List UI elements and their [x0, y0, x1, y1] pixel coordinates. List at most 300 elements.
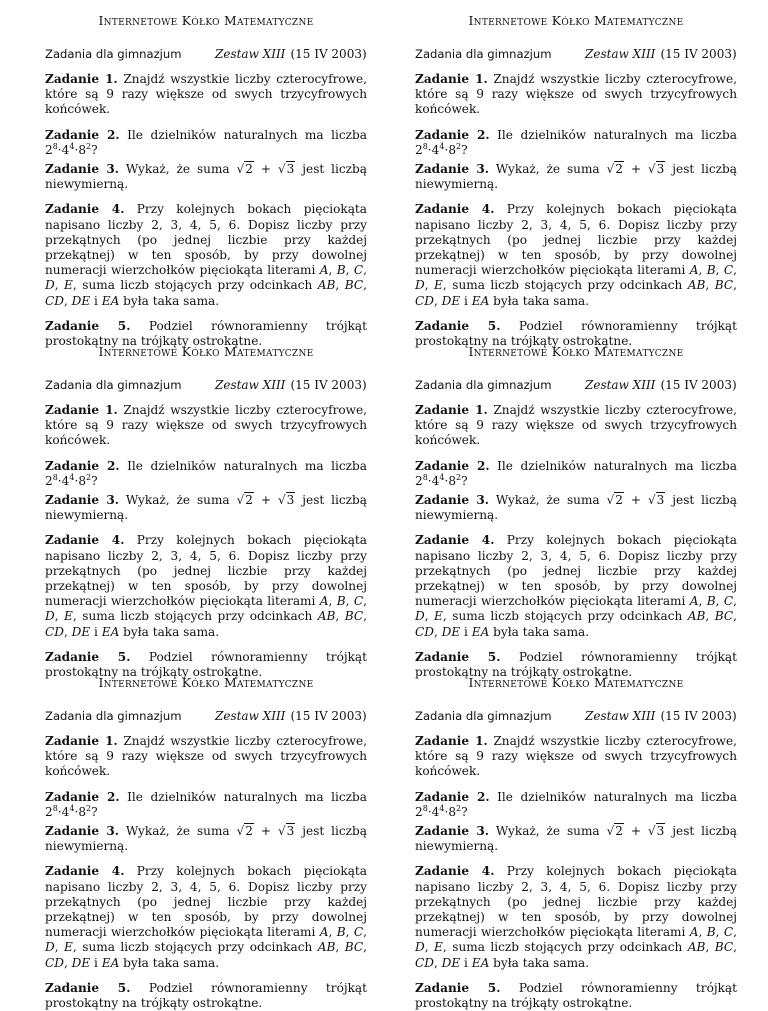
task-label: Zadanie 1.: [415, 734, 488, 748]
task-text: Ile dzielników naturalnych ma liczba: [489, 127, 737, 142]
task-text: Wykaż, że suma: [118, 493, 237, 508]
task-text: , suma liczb stojących przy odcinkach: [442, 278, 688, 293]
task-3: [45, 162, 367, 192]
dot: ·: [74, 142, 79, 157]
exponent: 4: [439, 472, 445, 482]
math-var: B: [336, 263, 346, 278]
level-label: Zadania dla gimnazjum: [415, 47, 552, 61]
task-text: ?: [91, 142, 98, 157]
sqrt-2: [237, 162, 254, 177]
sqrt-3: [648, 493, 665, 508]
base: 2: [45, 804, 53, 819]
plus-sign: +: [253, 162, 278, 177]
task-label: Zadanie 5.: [45, 980, 131, 995]
math-var: AB: [687, 609, 706, 624]
exponent: 4: [69, 472, 75, 482]
task-text: była taka sama.: [489, 624, 590, 639]
date-label: (15 IV 2003): [660, 709, 737, 723]
set-label: Zestaw XIII: [585, 378, 656, 392]
punct: ,: [345, 263, 354, 278]
math-var: C: [353, 925, 364, 940]
conjunction: i: [460, 293, 472, 308]
task-label: Zadanie 4.: [45, 533, 125, 548]
task-4: [45, 202, 367, 308]
task-2: [45, 459, 367, 489]
math-var: EA: [471, 624, 490, 639]
punct: ,: [733, 925, 737, 940]
math-var: D: [45, 278, 55, 293]
task-label: Zadanie 1.: [45, 72, 118, 86]
math-var: DE: [71, 955, 91, 970]
task-text: Podziel równoramienny trójkąt prostokątny na trójkąty ostrokątne.: [45, 980, 368, 1011]
math-var: CD: [45, 624, 64, 639]
exponent: 8: [52, 803, 58, 813]
task-text: Ile dzielników naturalnych ma liczba: [489, 789, 737, 804]
math-var: C: [723, 594, 734, 609]
math-var: B: [336, 925, 346, 940]
math-var: C: [353, 263, 364, 278]
task-text: była taka sama.: [119, 955, 220, 970]
punct: ,: [705, 940, 715, 955]
math-var: EA: [101, 955, 120, 970]
math-var: A: [319, 925, 329, 940]
task-label: Zadanie 1.: [415, 403, 488, 417]
punct: ,: [63, 293, 72, 308]
math-var: E: [434, 940, 443, 955]
task-text: jest liczbą niewymierną.: [415, 824, 738, 854]
radicand: 2: [245, 162, 253, 177]
task-label: Zadanie 3.: [415, 824, 489, 839]
math-var: C: [353, 594, 364, 609]
base: 2: [415, 804, 423, 819]
punct: ,: [63, 624, 72, 639]
task-text: Znajdź wszystkie liczby czterocyfrowe, które są 9 razy większe od swych trzycyfrowych końcówek.: [415, 72, 738, 117]
radical-sign: √: [647, 493, 656, 508]
task-label: Zadanie 4.: [415, 202, 495, 217]
exponent: 2: [86, 472, 92, 482]
problem-card: [415, 344, 737, 680]
punct: ,: [698, 925, 707, 940]
task-label: Zadanie 5.: [415, 318, 501, 333]
base: 4: [61, 804, 70, 819]
math-var: B: [706, 594, 716, 609]
punct: ,: [698, 594, 707, 609]
math-var: CD: [415, 624, 434, 639]
conjunction: i: [90, 624, 102, 639]
task-text: jest liczbą niewymierną.: [45, 162, 368, 192]
level-label: Zadania dla gimnazjum: [415, 709, 552, 723]
dot: ·: [427, 804, 432, 819]
card-header: Internetowe Kółko Matematyczne: [468, 13, 684, 28]
radicand: 2: [615, 493, 623, 508]
punct: ,: [54, 940, 65, 955]
exponent: 8: [422, 472, 428, 482]
task-label: Zadanie 4.: [45, 202, 125, 217]
radicand: 3: [656, 162, 665, 177]
math-var: A: [319, 263, 329, 278]
punct: ,: [733, 278, 737, 293]
exponent: 4: [69, 803, 75, 813]
math-var: DE: [441, 624, 461, 639]
dot: ·: [444, 473, 449, 488]
task-text: Wykaż, że suma: [488, 493, 607, 508]
punct: ,: [698, 263, 707, 278]
problem-card: [415, 675, 737, 1011]
task-label: Zadanie 2.: [415, 127, 490, 142]
task-4: [45, 864, 367, 970]
task-text: , suma liczb stojących przy odcinkach: [72, 940, 318, 955]
set-label: Zestaw XIII: [585, 47, 656, 61]
task-text: Przy kolejnych bokach pięciokąta napisano liczby 2, 3, 4, 5, 6. Dopisz liczby przy przekątnych (po jednej liczbie przy każdej przekątnej) w ten sposób, by przy dowolnej numeracji wierzchołków pięciokąta literami: [415, 202, 737, 278]
math-var: CD: [45, 955, 64, 970]
base: 4: [431, 804, 440, 819]
math-var: B: [706, 263, 716, 278]
task-text: Znajdź wszystkie liczby czterocyfrowe, które są 9 razy większe od swych trzycyfrowych końcówek.: [415, 734, 738, 779]
dot: ·: [444, 804, 449, 819]
task-label: Zadanie 5.: [45, 649, 131, 664]
punct: ,: [54, 278, 65, 293]
task-1: [415, 72, 737, 118]
dot: ·: [57, 804, 62, 819]
plus-sign: +: [623, 824, 648, 839]
task-text: Przy kolejnych bokach pięciokąta napisano liczby 2, 3, 4, 5, 6. Dopisz liczby przy przekątnych (po jednej liczbie przy każdej przekątnej) w ten sposób, by przy dowolnej numeracji wierzchołków pięciokąta literami: [45, 202, 367, 278]
punct: ,: [345, 925, 354, 940]
dot: ·: [427, 142, 432, 157]
task-text: ?: [91, 473, 98, 488]
math-var: EA: [471, 293, 490, 308]
radical-sign: √: [236, 162, 245, 177]
task-4: [45, 533, 367, 639]
card-header: Internetowe Kółko Matematyczne: [468, 675, 684, 690]
set-label: Zestaw XIII: [215, 47, 286, 61]
math-var: A: [689, 594, 699, 609]
punct: ,: [54, 609, 65, 624]
exponent: 2: [456, 472, 462, 482]
task-label: Zadanie 3.: [45, 824, 119, 839]
math-var: D: [415, 609, 425, 624]
radical-sign: √: [277, 824, 286, 839]
task-3: [415, 824, 737, 854]
math-var: E: [434, 609, 443, 624]
punct: ,: [715, 594, 724, 609]
task-4: [415, 533, 737, 639]
math-var: BC: [344, 940, 364, 955]
math-var: DE: [71, 624, 91, 639]
plus-sign: +: [623, 162, 648, 177]
task-2: [415, 128, 737, 158]
math-var: EA: [471, 955, 490, 970]
conjunction: i: [460, 955, 472, 970]
punct: ,: [715, 925, 724, 940]
punct: ,: [328, 925, 337, 940]
math-var: CD: [415, 293, 434, 308]
exponent: 2: [456, 803, 462, 813]
base: 8: [78, 142, 87, 157]
task-text: jest liczbą niewymierną.: [415, 162, 738, 192]
radical-sign: √: [277, 162, 286, 177]
task-text: Podziel równoramienny trójkąt prostokątny na trójkąty ostrokątne.: [415, 980, 738, 1011]
task-text: Znajdź wszystkie liczby czterocyfrowe, które są 9 razy większe od swych trzycyfrowych końcówek.: [415, 403, 738, 448]
punct: ,: [424, 278, 435, 293]
math-var: D: [415, 940, 425, 955]
task-text: Ile dzielników naturalnych ma liczba: [119, 127, 367, 142]
task-text: była taka sama.: [119, 624, 220, 639]
problem-card: [45, 675, 367, 1011]
task-label: Zadanie 3.: [45, 162, 119, 177]
card-header: Internetowe Kółko Matematyczne: [98, 344, 314, 359]
math-var: B: [706, 925, 716, 940]
date-label: (15 IV 2003): [290, 378, 367, 392]
radicand: 3: [286, 493, 295, 508]
task-text: , suma liczb stojących przy odcinkach: [72, 609, 318, 624]
task-text: była taka sama.: [489, 293, 590, 308]
math-var: E: [434, 278, 443, 293]
task-5: [415, 981, 737, 1011]
math-var: CD: [415, 955, 434, 970]
punct: ,: [433, 955, 442, 970]
card-meta: [415, 378, 737, 393]
punct: ,: [424, 609, 435, 624]
radicand: 3: [656, 493, 665, 508]
math-var: D: [45, 609, 55, 624]
task-text: Podziel równoramienny trójkąt prostokątny na trójkąty ostrokątne.: [415, 649, 738, 680]
punct: ,: [363, 609, 367, 624]
base: 8: [448, 473, 457, 488]
math-var: AB: [317, 940, 336, 955]
problem-card: [415, 13, 737, 349]
date-label: (15 IV 2003): [660, 378, 737, 392]
date-label: (15 IV 2003): [660, 47, 737, 61]
set-label: Zestaw XIII: [215, 378, 286, 392]
task-text: Wykaż, że suma: [118, 824, 237, 839]
punct: ,: [363, 263, 367, 278]
math-var: B: [336, 594, 346, 609]
math-var: E: [64, 940, 73, 955]
punct: ,: [363, 940, 367, 955]
task-text: , suma liczb stojących przy odcinkach: [442, 609, 688, 624]
level-label: Zadania dla gimnazjum: [45, 378, 182, 392]
task-label: Zadanie 4.: [415, 864, 495, 879]
base: 8: [448, 142, 457, 157]
card-meta: [45, 47, 367, 62]
base: 2: [415, 142, 423, 157]
math-var: E: [64, 278, 73, 293]
radical-sign: √: [606, 493, 615, 508]
card-meta: [415, 709, 737, 724]
math-var: BC: [714, 940, 734, 955]
math-var: C: [723, 263, 734, 278]
radical-sign: √: [606, 162, 615, 177]
task-label: Zadanie 3.: [415, 493, 489, 508]
plus-sign: +: [253, 493, 278, 508]
punct: ,: [733, 609, 737, 624]
punct: ,: [715, 263, 724, 278]
radicand: 2: [245, 493, 253, 508]
punct: ,: [424, 940, 435, 955]
exponent: 4: [439, 803, 445, 813]
task-4: [415, 202, 737, 308]
math-var: BC: [344, 278, 364, 293]
task-text: ?: [91, 804, 98, 819]
task-label: Zadanie 2.: [415, 458, 490, 473]
task-text: jest liczbą niewymierną.: [45, 824, 368, 854]
task-text: Ile dzielników naturalnych ma liczba: [119, 458, 367, 473]
sqrt-3: [278, 493, 295, 508]
radicand: 2: [615, 824, 623, 839]
task-text: Przy kolejnych bokach pięciokąta napisano liczby 2, 3, 4, 5, 6. Dopisz liczby przy przekątnych (po jednej liczbie przy każdej przekątnej) w ten sposób, by przy dowolnej numeracji wierzchołków pięciokąta literami: [415, 864, 737, 940]
card-header: Internetowe Kółko Matematyczne: [98, 13, 314, 28]
punct: ,: [363, 594, 367, 609]
plus-sign: +: [253, 824, 278, 839]
exponent: 8: [422, 803, 428, 813]
card-meta: [45, 378, 367, 393]
math-var: EA: [101, 624, 120, 639]
sqrt-2: [237, 824, 254, 839]
task-text: była taka sama.: [489, 955, 590, 970]
sqrt-3: [648, 162, 665, 177]
sqrt-2: [607, 493, 624, 508]
sqrt-3: [278, 162, 295, 177]
task-3: [415, 162, 737, 192]
punct: ,: [335, 278, 345, 293]
task-label: Zadanie 2.: [415, 789, 490, 804]
math-var: AB: [687, 278, 706, 293]
level-label: Zadania dla gimnazjum: [415, 378, 552, 392]
set-label: Zestaw XIII: [585, 709, 656, 723]
conjunction: i: [90, 955, 102, 970]
radicand: 3: [286, 824, 295, 839]
math-var: EA: [101, 293, 120, 308]
task-label: Zadanie 4.: [415, 533, 495, 548]
punct: ,: [335, 940, 345, 955]
task-2: [45, 790, 367, 820]
task-label: Zadanie 5.: [415, 649, 501, 664]
problem-card: [45, 13, 367, 349]
task-1: [45, 403, 367, 449]
task-text: Znajdź wszystkie liczby czterocyfrowe, które są 9 razy większe od swych trzycyfrowych końcówek.: [45, 72, 368, 117]
task-label: Zadanie 1.: [415, 72, 488, 86]
base: 4: [431, 473, 440, 488]
sqrt-3: [278, 824, 295, 839]
math-var: DE: [441, 293, 461, 308]
task-1: [45, 734, 367, 780]
task-label: Zadanie 2.: [45, 458, 120, 473]
math-var: BC: [714, 609, 734, 624]
punct: ,: [63, 955, 72, 970]
dot: ·: [57, 473, 62, 488]
radical-sign: √: [236, 493, 245, 508]
base: 4: [431, 142, 440, 157]
task-label: Zadanie 3.: [45, 493, 119, 508]
radical-sign: √: [236, 824, 245, 839]
punct: ,: [363, 925, 367, 940]
radical-sign: √: [277, 493, 286, 508]
radical-sign: √: [647, 162, 656, 177]
punct: ,: [733, 940, 737, 955]
level-label: Zadania dla gimnazjum: [45, 709, 182, 723]
exponent: 4: [439, 141, 445, 151]
task-label: Zadanie 5.: [45, 318, 131, 333]
problem-card: [45, 344, 367, 680]
task-1: [415, 734, 737, 780]
punct: ,: [433, 293, 442, 308]
task-label: Zadanie 4.: [45, 864, 125, 879]
math-var: C: [723, 925, 734, 940]
task-4: [415, 864, 737, 970]
punct: ,: [363, 278, 367, 293]
base: 8: [78, 473, 87, 488]
base: 8: [448, 804, 457, 819]
base: 2: [415, 473, 423, 488]
task-text: ?: [461, 473, 468, 488]
task-text: Przy kolejnych bokach pięciokąta napisano liczby 2, 3, 4, 5, 6. Dopisz liczby przy przekątnych (po jednej liczbie przy każdej przekątnej) w ten sposób, by przy dowolnej numeracji wierzchołków pięciokąta literami: [415, 533, 737, 609]
task-5: [45, 981, 367, 1011]
math-var: AB: [317, 609, 336, 624]
task-3: [45, 493, 367, 523]
punct: ,: [705, 609, 715, 624]
exponent: 2: [456, 141, 462, 151]
radical-sign: √: [647, 824, 656, 839]
task-text: , suma liczb stojących przy odcinkach: [72, 278, 318, 293]
punct: ,: [733, 594, 737, 609]
punct: ,: [433, 624, 442, 639]
task-text: ?: [461, 804, 468, 819]
sqrt-2: [607, 824, 624, 839]
task-text: Podziel równoramienny trójkąt prostokątny na trójkąty ostrokątne.: [45, 649, 368, 680]
math-var: AB: [317, 278, 336, 293]
exponent: 2: [86, 803, 92, 813]
task-text: Wykaż, że suma: [488, 824, 607, 839]
math-var: BC: [344, 609, 364, 624]
base: 8: [78, 804, 87, 819]
task-2: [415, 459, 737, 489]
punct: ,: [328, 263, 337, 278]
math-var: BC: [714, 278, 734, 293]
card-header: Internetowe Kółko Matematyczne: [468, 344, 684, 359]
date-label: (15 IV 2003): [290, 47, 367, 61]
exponent: 8: [52, 141, 58, 151]
math-var: A: [689, 263, 699, 278]
base: 2: [45, 473, 53, 488]
math-var: DE: [71, 293, 91, 308]
exponent: 8: [422, 141, 428, 151]
radicand: 3: [656, 824, 665, 839]
sqrt-2: [237, 493, 254, 508]
card-header: Internetowe Kółko Matematyczne: [98, 675, 314, 690]
card-meta: [45, 709, 367, 724]
dot: ·: [74, 804, 79, 819]
task-label: Zadanie 3.: [415, 162, 489, 177]
task-text: ?: [461, 142, 468, 157]
task-text: Przy kolejnych bokach pięciokąta napisano liczby 2, 3, 4, 5, 6. Dopisz liczby przy przekątnych (po jednej liczbie przy każdej przekątnej) w ten sposób, by przy dowolnej numeracji wierzchołków pięciokąta literami: [45, 533, 367, 609]
plus-sign: +: [623, 493, 648, 508]
math-var: E: [64, 609, 73, 624]
task-label: Zadanie 2.: [45, 127, 120, 142]
exponent: 8: [52, 472, 58, 482]
task-2: [45, 128, 367, 158]
conjunction: i: [90, 293, 102, 308]
math-var: D: [415, 278, 425, 293]
card-meta: [415, 47, 737, 62]
radicand: 2: [245, 824, 253, 839]
task-text: Przy kolejnych bokach pięciokąta napisano liczby 2, 3, 4, 5, 6. Dopisz liczby przy przekątnych (po jednej liczbie przy każdej przekątnej) w ten sposób, by przy dowolnej numeracji wierzchołków pięciokąta literami: [45, 864, 367, 940]
sqrt-3: [648, 824, 665, 839]
punct: ,: [705, 278, 715, 293]
task-text: Znajdź wszystkie liczby czterocyfrowe, które są 9 razy większe od swych trzycyfrowych końcówek.: [45, 734, 368, 779]
base: 4: [61, 142, 70, 157]
math-var: A: [319, 594, 329, 609]
punct: ,: [733, 263, 737, 278]
